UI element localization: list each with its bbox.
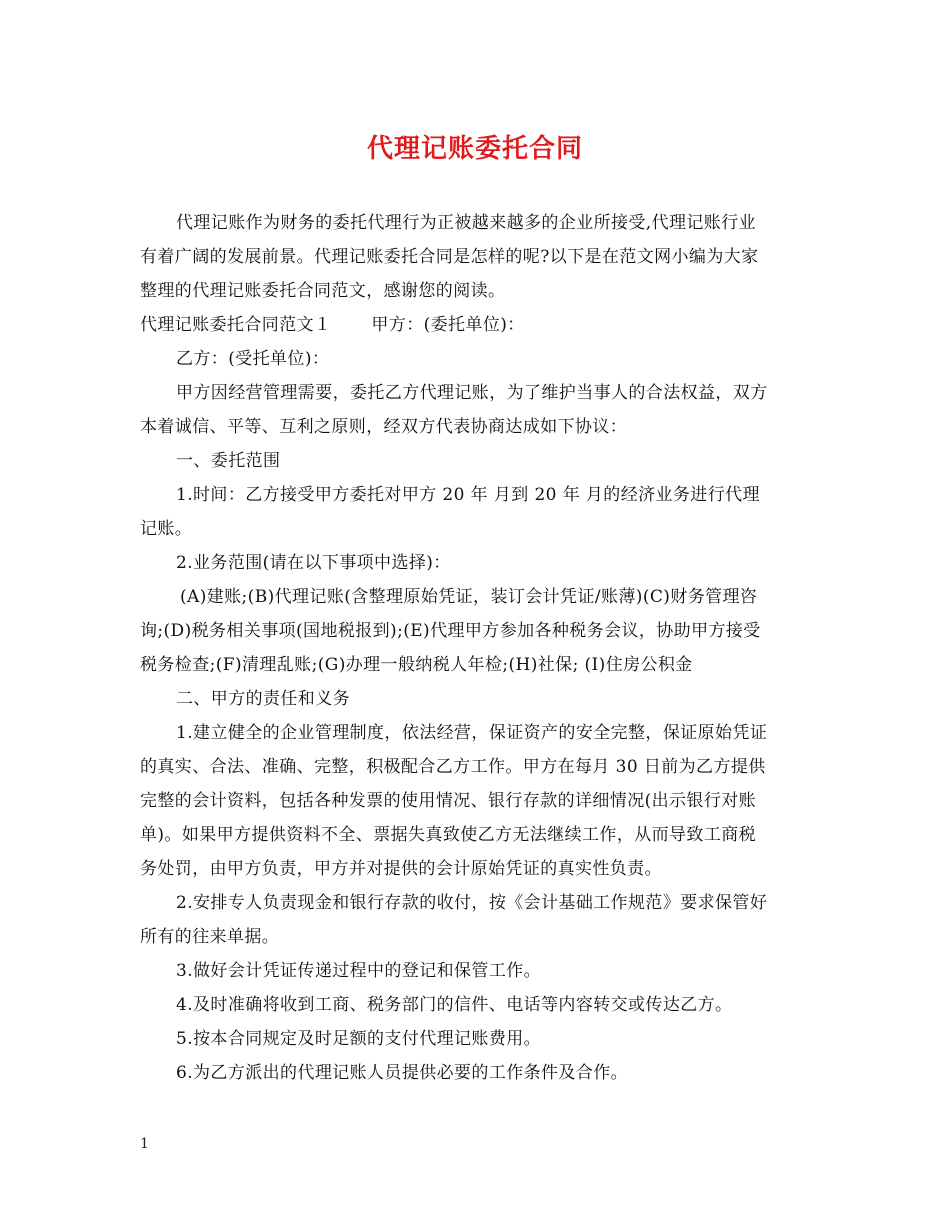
- party-b-label: 乙方：(受托单位)：: [176, 349, 330, 369]
- paragraph-line: 2.安排专人负责现金和银行存款的收付，按《会计基础工作规范》要求保管好: [176, 893, 768, 913]
- paragraph-line: 1.建立健全的企业管理制度，依法经营，保证资产的安全完整，保证原始凭证: [176, 723, 768, 743]
- paragraph-line: 完整的会计资料，包括各种发票的使用情况、银行存款的详细情况(出示银行对账: [140, 791, 757, 811]
- paragraph-line: 2.业务范围(请在以下事项中选择)：: [176, 553, 451, 573]
- document-title: 代理记账委托合同: [366, 134, 583, 164]
- party-a-label: 甲方：(委托单位)：: [371, 315, 525, 335]
- section-heading: 一、委托范围: [176, 451, 281, 471]
- paragraph-line: (A)建账;(B)代理记账(含整理原始凭证，装订会计凭证/账薄)(C)财务管理咨: [180, 587, 758, 607]
- paragraph-line: 的真实、合法、准确、完整，积极配合乙方工作。甲方在每月 30 日前为乙方提供: [140, 757, 766, 777]
- paragraph-line: 整理的代理记账委托合同范文，感谢您的阅读。: [140, 281, 506, 301]
- paragraph-line: 甲方因经营管理需要，委托乙方代理记账，为了维护当事人的合法权益，双方: [176, 383, 768, 403]
- paragraph-line: 本着诚信、平等、互利之原则，经双方代表协商达成如下协议：: [140, 417, 628, 437]
- page-number: 1: [140, 1136, 149, 1152]
- paragraph-line: 1.时间：乙方接受甲方委托对甲方 20 年 月到 20 年 月的经济业务进行代理: [176, 485, 760, 505]
- paragraph-line: 记账。: [140, 519, 193, 539]
- paragraph-line: 5.按本合同规定及时足额的支付代理记账费用。: [176, 1029, 542, 1049]
- section-heading: 二、甲方的责任和义务: [176, 689, 350, 709]
- paragraph-line: 4.及时准确将收到工商、税务部门的信件、电话等内容转交或传达乙方。: [176, 995, 733, 1015]
- paragraph-line: 单)。如果甲方提供资料不全、票据失真致使乙方无法继续工作，从而导致工商税: [140, 825, 757, 845]
- paragraph-line: [140, 308, 812, 342]
- paragraph-line: 3.做好会计凭证传递过程中的登记和保管工作。: [176, 961, 542, 981]
- paragraph-line: 务处罚，由甲方负责，甲方并对提供的会计原始凭证的真实性负责。: [140, 859, 662, 879]
- contract-sample-heading: 代理记账委托合同范文１: [140, 315, 332, 335]
- paragraph-line: 所有的往来单据。: [140, 927, 280, 947]
- paragraph-line: 税务检查;(F)清理乱账;(G)办理一般纳税人年检;(H)社保; (I)住房公积金: [140, 655, 693, 675]
- paragraph-line: 代理记账作为财务的委托代理行为正被越来越多的企业所接受,代理记账行业: [176, 213, 757, 233]
- paragraph-line: 询;(D)税务相关事项(国地税报到);(E)代理甲方参加各种税务会议，协助甲方接受: [140, 621, 761, 641]
- paragraph-line: 有着广阔的发展前景。代理记账委托合同是怎样的呢?以下是在范文网小编为大家: [140, 247, 759, 267]
- paragraph-line: 6.为乙方派出的代理记账人员提供必要的工作条件及合作。: [176, 1063, 629, 1083]
- document-body: [140, 206, 812, 1090]
